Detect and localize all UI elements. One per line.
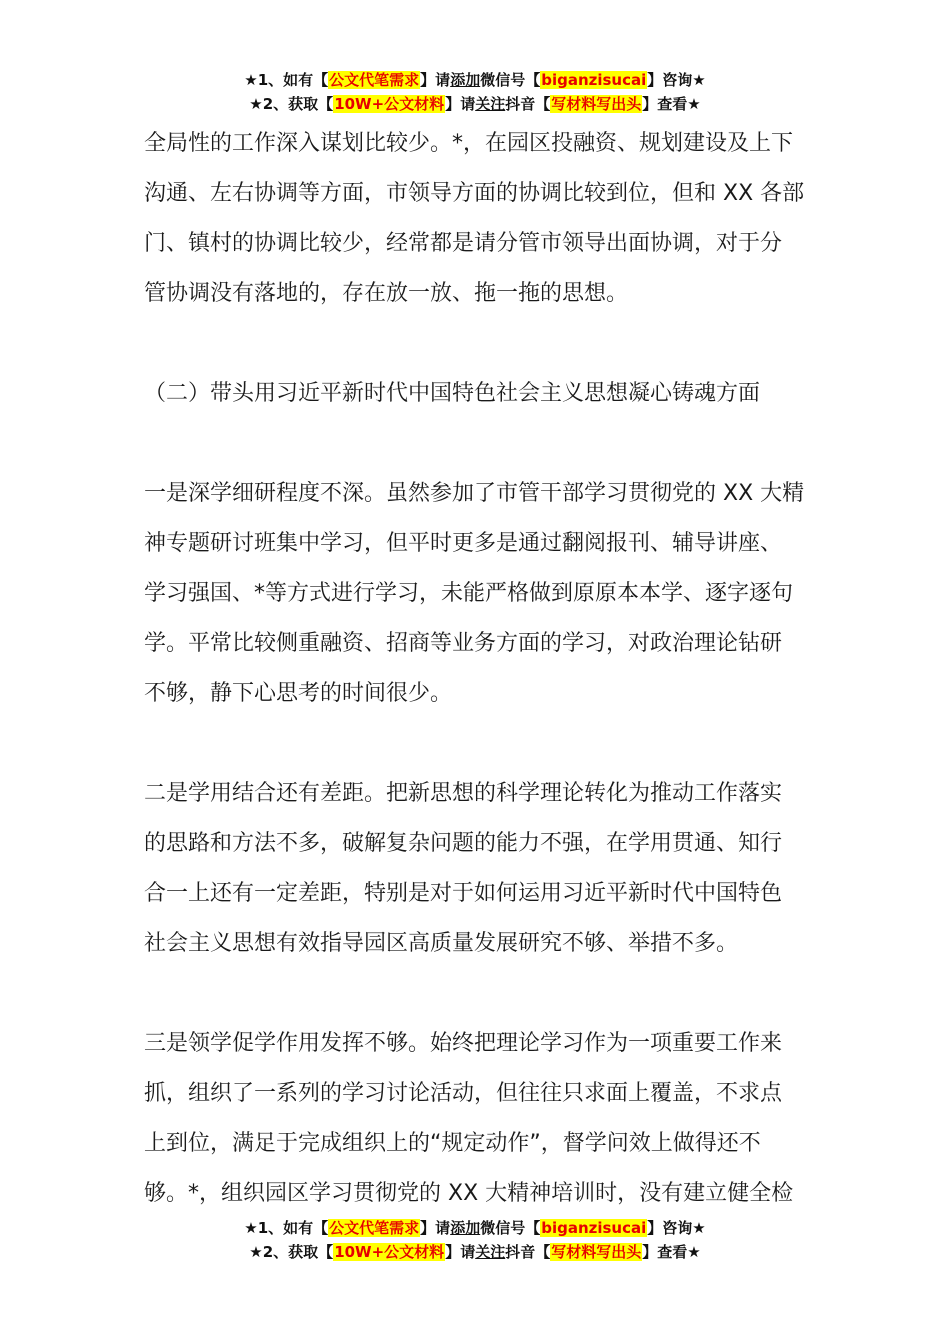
paragraph-study-depth [144,469,808,719]
banner-text: 】查看★ [642,1243,701,1261]
footer-banner [0,1216,950,1264]
banner-text: 】请 [420,71,451,89]
highlight-wechat-id: biganzisucai [541,71,647,89]
text-line: 三是领学促学作用发挥不够。始终把理论学习作为一项重要工作来 [144,1031,783,1056]
highlight-materials: 10W+公文材料 [334,95,445,113]
text-line: 一是深学细研程度不深。虽然参加了市管干部学习贯彻党的 XX 大精 [144,481,805,506]
text-line: 神专题研讨班集中学习，但平时更多是通过翻阅报刊、辅导讲座、 [144,531,783,556]
banner-emphasis: 关注 [475,1243,506,1261]
paragraph-application-gap [144,769,808,969]
text-line: 不够，静下心思考的时间很少。 [144,681,453,706]
document-body [144,119,808,1219]
text-line: 够。*，组织园区学习贯彻党的 XX 大精神培训时，没有建立健全检 [144,1181,794,1206]
banner-emphasis: 添加 [450,71,481,89]
highlight-materials: 10W+公文材料 [334,1243,445,1261]
banner-text: 】请 [445,95,476,113]
banner-line-2 [0,92,950,116]
banner-text: 抖音【 [505,1243,551,1261]
banner-text: 微信号【 [480,1219,541,1237]
banner-text: 】咨询★ [647,1219,706,1237]
banner-text: ★2、获取【 [249,1243,334,1261]
banner-text: 】请 [445,1243,476,1261]
banner-line-1 [0,68,950,92]
text-line: 合一上还有一定差距，特别是对于如何运用习近平新时代中国特色 [144,881,783,906]
banner-emphasis: 添加 [450,1219,481,1237]
banner-text: 】查看★ [642,95,701,113]
banner-text: 微信号【 [480,71,541,89]
banner-text: 】咨询★ [647,71,706,89]
banner-line-1 [0,1216,950,1240]
text-line: 学习强国、*等方式进行学习，未能严格做到原原本本学、逐字逐句 [144,581,794,606]
text-line: 上到位，满足于完成组织上的“规定动作”，督学问效上做得还不 [144,1131,761,1156]
text-line: 社会主义思想有效指导园区高质量发展研究不够、举措不多。 [144,931,739,956]
section-heading: （二）带头用习近平新时代中国特色社会主义思想凝心铸魂方面 [144,381,761,406]
text-line: 门、镇村的协调比较少，经常都是请分管市领导出面协调，对于分 [144,231,783,256]
text-line: 二是学用结合还有差距。把新思想的科学理论转化为推动工作落实 [144,781,783,806]
banner-emphasis: 关注 [475,95,506,113]
highlight-service: 公文代笔需求 [329,1219,420,1237]
paragraph-continuation [144,119,808,319]
text-line: 的思路和方法不多，破解复杂问题的能力不强，在学用贯通、知行 [144,831,783,856]
banner-text: ★1、如有【 [244,1219,329,1237]
banner-text: 抖音【 [505,95,551,113]
highlight-wechat-id: biganzisucai [541,1219,647,1237]
banner-line-2 [0,1240,950,1264]
banner-text: ★1、如有【 [244,71,329,89]
header-banner [0,68,950,116]
text-line: 沟通、左右协调等方面，市领导方面的协调比较到位，但和 XX 各部 [144,181,805,206]
highlight-douyin: 写材料写出头 [551,95,642,113]
paragraph-leading-role [144,1019,808,1219]
text-line: 抓，组织了一系列的学习讨论活动，但往往只求面上覆盖，不求点 [144,1081,783,1106]
text-line: 管协调没有落地的，存在放一放、拖一拖的思想。 [144,281,629,306]
highlight-douyin: 写材料写出头 [551,1243,642,1261]
banner-text: 】请 [420,1219,451,1237]
banner-text: ★2、获取【 [249,95,334,113]
text-line: 全局性的工作深入谋划比较少。*，在园区投融资、规划建设及上下 [144,131,794,156]
text-line: 学。平常比较侧重融资、招商等业务方面的学习，对政治理论钻研 [144,631,783,656]
highlight-service: 公文代笔需求 [329,71,420,89]
